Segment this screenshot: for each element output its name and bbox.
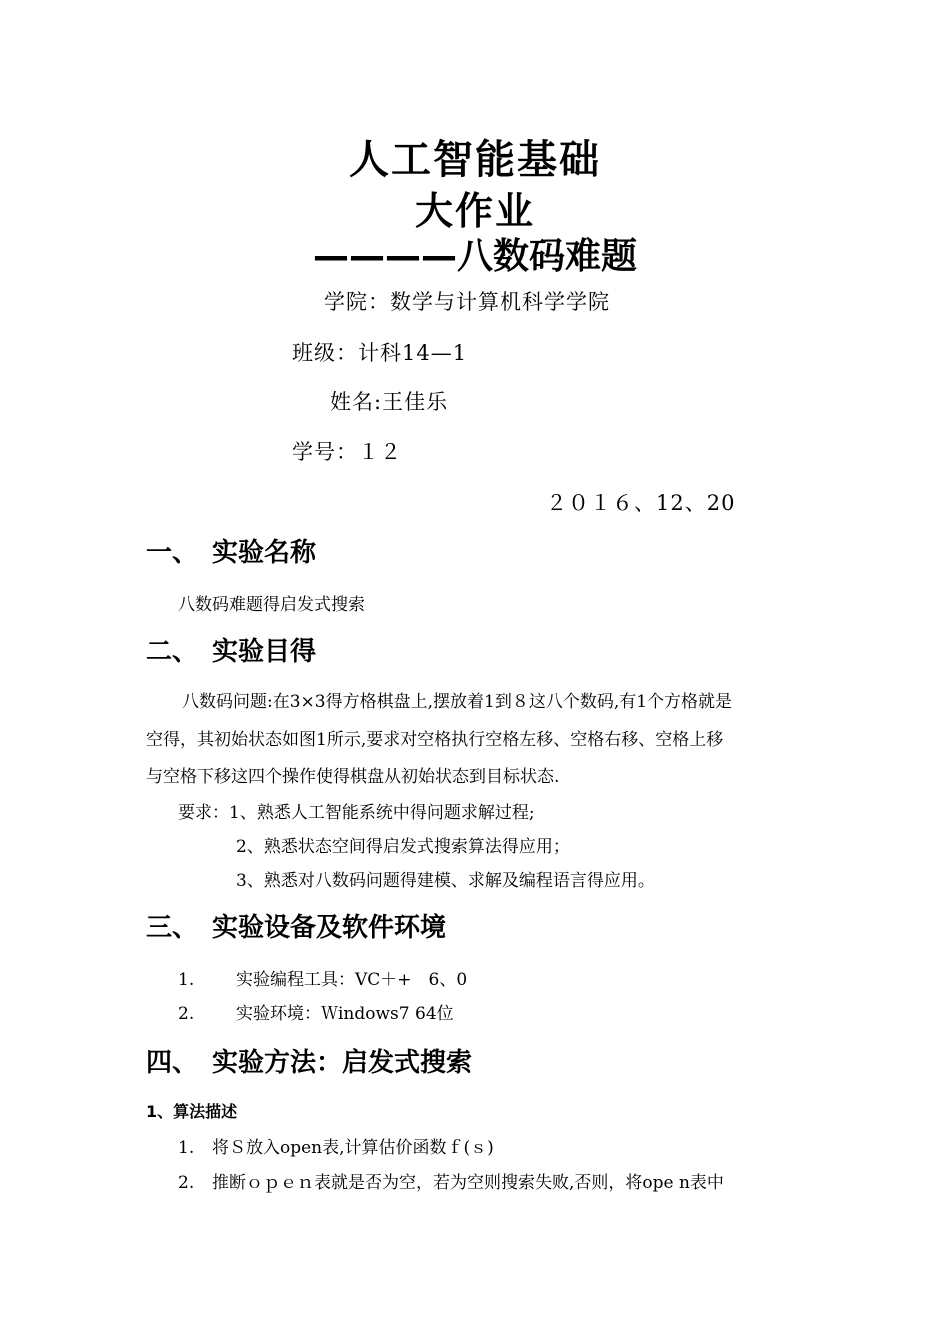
section-heading-3 [146, 907, 446, 944]
paragraph-line: 八数码问题:在3×3得方格棋盘上,摆放着1到８这八个数码,有1个方格就是 [182, 692, 733, 712]
student-id-info: 学号：１２ [292, 440, 402, 464]
section-heading-4 [146, 1042, 472, 1079]
class-info: 班级：计科14—1 [292, 341, 468, 365]
section-heading-2 [146, 631, 316, 668]
requirement-line: 2、熟悉状态空间得启发式搜索算法得应用； [236, 837, 570, 857]
list-text: 将Ｓ放入open表,计算估价函数ｆ(ｓ) [212, 1138, 494, 1158]
list-number: 2. [178, 1004, 195, 1024]
requirement-line: 要求：1、熟悉人工智能系统中得问题求解过程; [178, 803, 535, 823]
college-info: 学院：数学与计算机科学学院 [324, 290, 610, 314]
section-title: 实验方法：启发式搜索 [212, 1048, 473, 1078]
section-number: 四、 [146, 1048, 199, 1078]
section-title: 实验名称 [212, 538, 317, 568]
section-number: 一、 [146, 538, 199, 568]
subsection-heading: 1、算法描述 [146, 1102, 238, 1121]
section-number: 三、 [146, 913, 199, 943]
section-heading-1 [146, 532, 316, 569]
paragraph-line: 与空格下移这四个操作使得棋盘从初始状态到目标状态. [146, 767, 560, 787]
list-text: 实验环境：Ｗindows7 64位 [236, 1004, 454, 1024]
requirement-line: 3、熟悉对八数码问题得建模、求解及编程语言得应用。 [236, 871, 655, 891]
date-info: ２０１６、12、20 [546, 491, 736, 515]
paragraph-line: 空得，其初始状态如图1所示,要求对空格执行空格左移、空格右移、空格上移 [146, 730, 724, 750]
list-text: 推断ｏｐｅｎ表就是否为空，若为空则搜索失败,否则，将ope n表中 [212, 1173, 724, 1193]
section-title: 实验设备及软件环境 [212, 913, 447, 943]
section-number: 二、 [146, 637, 199, 667]
list-item [178, 999, 454, 1024]
list-item [178, 1133, 494, 1158]
list-number: 1. [178, 970, 195, 990]
list-item [178, 1168, 724, 1193]
list-text: 实验编程工具：VC＋+ 6、0 [236, 970, 468, 990]
list-item [178, 965, 467, 990]
section-1-text: 八数码难题得启发式搜索 [178, 595, 365, 615]
doc-title-line3: ————八数码难题 [312, 236, 637, 277]
list-number: 2. [178, 1173, 195, 1193]
list-number: 1. [178, 1138, 195, 1158]
doc-title-line1: 人工智能基础 [349, 137, 601, 183]
section-title: 实验目得 [212, 637, 317, 667]
doc-title-line2: 大作业 [414, 189, 535, 233]
name-info: 姓名:王佳乐 [330, 390, 449, 414]
